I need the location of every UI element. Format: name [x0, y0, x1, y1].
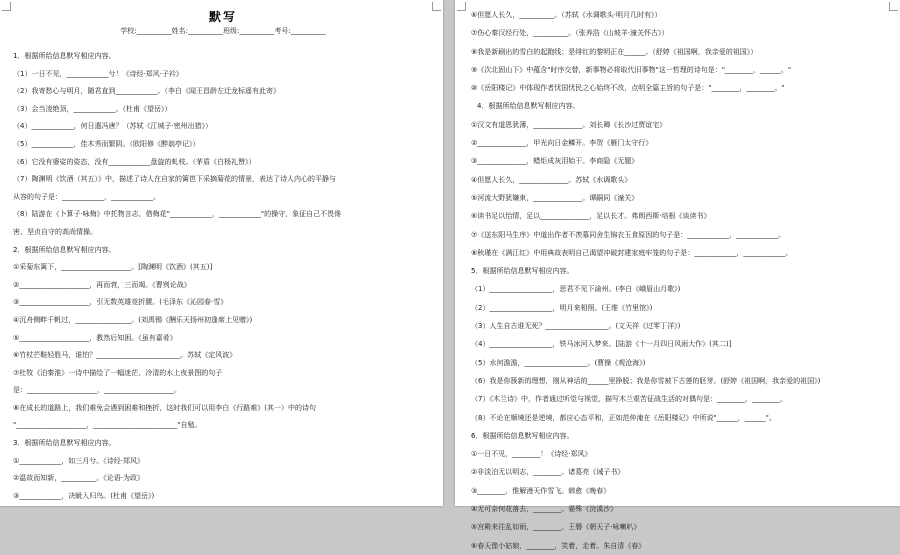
question-line: ①汉文有道恩犹薄，______________。刘长卿《长沙过贾谊宅》 — [471, 120, 667, 129]
question-line: ②温故而知新，__________。《论语·为政》 — [13, 474, 145, 483]
question-heading: 5．根据所给信息默写相应内容。 — [471, 267, 574, 276]
question-line: ⑧秋瑾在《满江红》中用典故表明自己渴望冲破封建家庭牢笼的句子是：____________，____________。 — [471, 248, 793, 257]
document-page-right — [455, 0, 900, 550]
question-line: 从容的句子是：____________，____________。 — [13, 192, 160, 201]
question-line: ⑦杜牧《泊秦淮》一诗中描绘了一幅迷茫、冷清的水上夜景图的句子 — [13, 368, 223, 377]
question-line: ⑤____________________，教然后知困。《虽有嘉肴》 — [13, 333, 177, 342]
question-line: ⑤河流大野犹嫌束，______________。谭嗣同《潼关》 — [471, 193, 639, 202]
question-line: ②____________________，再而衰，三而竭。《曹刿论战》 — [13, 280, 191, 289]
question-line: "____________________，________________________"自勉。 — [13, 421, 202, 430]
question-line: ⑩《岳阳楼记》中体现作者忧国忧民之心始终不改，点明全篇主旨的句子是："________，________。" — [471, 84, 785, 93]
question-line: ③________，惟解漫天作雪飞。韩愈《晚春》 — [471, 486, 611, 495]
page-right-content — [471, 6, 890, 555]
question-line: （1）__________________，思君不见下渝州。(李白《峨眉山月歌》) — [471, 285, 681, 294]
question-line: ⑦伤心秦汉经行处，__________。（张养浩《山坡羊·潼关怀古》） — [471, 29, 669, 38]
question-line: ②非淡泊无以明志，________。诸葛亮《诫子书》 — [471, 468, 625, 477]
question-line: ⑥春天像小姑娘，________，笑着，走着。朱自清《春》 — [471, 541, 646, 550]
question-line: （2）我寄愁心与明月，随君直到____________。（李白《闻王昌龄左迁龙标遥有此寄》 — [13, 87, 280, 96]
question-line: （8）不论在顺境还是逆境，都应心态平和，正如范仲淹在《岳阳楼记》中所说"______，______"。 — [471, 413, 776, 422]
question-line: ①一日不见，________！《诗经·郑风》 — [471, 450, 592, 459]
question-line: 是：____________________，____________________。 — [13, 386, 181, 395]
question-line: （7）《木兰诗》中，作者通过听觉与视觉，描写木兰艰苦征战生活的对偶句是：________，________。 — [471, 395, 787, 404]
question-line: （2）__________________，明月来相照。(王维《竹里馆》) — [471, 303, 653, 312]
question-heading: 2．根据所给信息默写相应内容。 — [13, 245, 116, 254]
question-line: （4）__________________，铁马冰河入梦来。[陆游《十一月四日风雨大作》(其二)] — [471, 340, 732, 349]
question-line: ⑥竹杖芒鞋轻胜马，谁怕？________________________。苏轼《定风波》 — [13, 351, 237, 360]
question-line: （6）它没有婆娑的姿态，没有____________盘旋的虬枝。（茅盾《白杨礼赞》） — [13, 157, 256, 166]
question-line: ⑥但愿人长久，__________。（苏轼《水调歌头·明月几时有》） — [471, 11, 662, 19]
question-line: ②______________，甲光向日金鳞开。李贺《雁门太守行》 — [471, 139, 653, 148]
page-left-content — [13, 0, 433, 505]
question-line: ③____________________，引无数英雄竞折腰。(毛泽东《沁园春·雪》 — [13, 298, 228, 307]
question-line: （1）一日不见，____________兮！《诗经·郑风·子衿》 — [13, 69, 183, 78]
question-heading: 1．根据所给信息默写相应内容。 — [13, 52, 116, 60]
question-line: ⑨《次北固山下》中蕴含"时序交替，新事物必将取代旧事物"这一哲理的诗句是："________，______。" — [471, 65, 792, 74]
question-line: ④无可奈何花落去，________。晏殊《浣溪沙》 — [471, 505, 618, 514]
question-line: （7）陶渊明《饮酒（其五）》中，描述了诗人在自家的篱笆下采摘菊花的情景，表达了诗人内心的平静与 — [13, 175, 336, 184]
question-line: （8）陆游在《卜算子·咏梅》中托物言志，借梅花"____________，____________"的操守，象征自己不畏谗 — [13, 210, 342, 219]
question-line: ⑧在成长的道路上，我们难免会遇到困难和挫折，这时我们可以用李白《行路难》(其一）中的诗句 — [13, 403, 317, 412]
question-line: （6）我是你簇新的理想，刚从神话的______里挣脱；我是你雪被下古莲的胚芽。(舒婷《祖国啊，我亲爱的祖国》) — [471, 376, 821, 385]
student-info-line: 学校:__________姓名:__________班级:__________考号:__________ — [120, 27, 326, 35]
question-line: ⑧我是新刷出的雪白的起跑线；是绯红的黎明正在______。（舒婷《祖国啊，我亲爱的祖国》） — [471, 47, 758, 56]
question-line: （3）会当凌绝顶，____________。（杜甫《望岳》） — [13, 104, 172, 113]
question-heading: 6．根据所给信息默写相应内容。 — [471, 431, 574, 440]
question-line: ①采菊东篱下，____________________。[陶渊明《饮酒》(其五)] — [13, 263, 213, 272]
question-line: （5）____________，佳木秀而繁阴。（欧阳修《醉翁亭记》） — [13, 139, 200, 148]
page-title: 默写 — [208, 10, 237, 24]
question-line: ⑦《送东阳马生序》中道出作者不羡慕同舍生锦衣玉食原因的句子是：____________，____________。 — [471, 230, 786, 239]
question-line: ④但愿人长久，______________。苏轼《水调歌头》 — [471, 175, 632, 184]
question-line: （3）人生自古谁无死？__________________。(文天祥《过零丁洋》) — [471, 322, 681, 331]
question-line: 害、坚贞自守的高尚情操。 — [13, 227, 97, 236]
question-line: ③______________，蜡炬成灰泪始干。李商隐《无题》 — [471, 157, 639, 166]
question-heading: 3．根据所给信息默写相应内容。 — [13, 439, 116, 448]
question-heading: 4．根据所给信息默写相应内容。 — [477, 102, 580, 111]
question-line: （5）水何澹澹，__________________。(曹操《观沧海》) — [471, 358, 646, 367]
page-corner-mark — [457, 2, 466, 11]
question-line: （4）____________，何日遣冯唐？（苏轼《江城子·密州出猎》） — [13, 122, 213, 131]
page-corner-mark — [2, 2, 11, 11]
page-corner-mark — [432, 2, 441, 11]
question-line: ④沉舟侧畔千帆过，________________。(刘禹锡《酬乐天扬州初逢席上见赠》) — [13, 315, 253, 324]
question-line: ⑥读书足以怡情，足以______________，足以长才。弗朗西斯·培根《谈读书》 — [471, 212, 711, 221]
question-line: ⑤宫殿来往乱如雨，________。王磐《朝天子·咏喇叭》 — [471, 523, 641, 532]
document-page-left — [0, 0, 443, 506]
page-corner-mark — [889, 2, 898, 11]
question-line: ①____________，如三月兮。《诗经·郑风》 — [13, 456, 145, 465]
question-line: ③____________，决眦入归鸟。(杜甫《望岳》) — [13, 491, 155, 500]
